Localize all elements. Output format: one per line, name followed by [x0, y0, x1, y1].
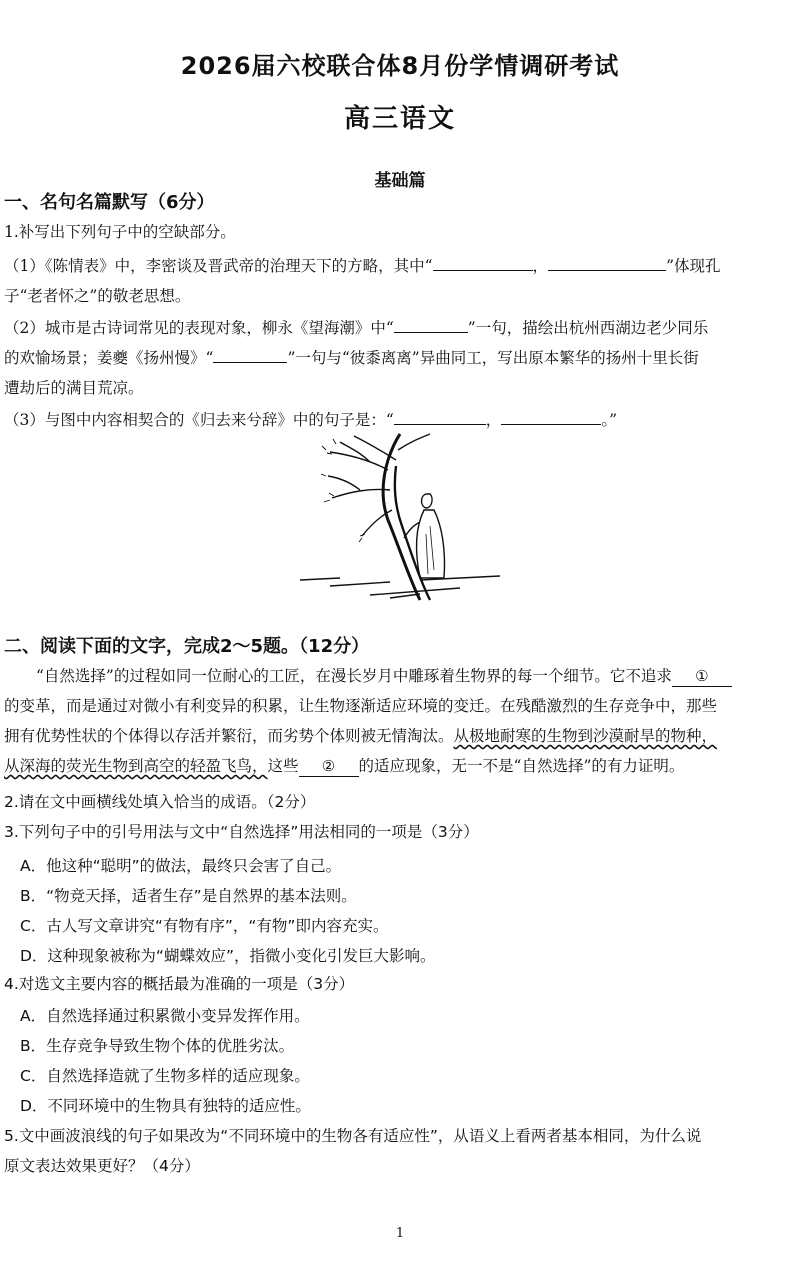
passage-text: 拥有优势性状的个体得以存活并繁衍，而劣势个体则被无情淘汰。: [4, 727, 454, 745]
q3-option-c[interactable]: C．古人写文章讲究“有物有序”，“有物”即内容充实。: [20, 917, 389, 935]
question2-line1: [4, 318, 708, 338]
answer-blank[interactable]: [501, 410, 601, 425]
ground-line: [300, 576, 500, 598]
part1-intro: 1.补写出下列句子中的空缺部分。: [4, 223, 236, 241]
answer-blank[interactable]: [394, 410, 486, 425]
figure-robe: [417, 510, 445, 578]
question2-line2: [4, 348, 699, 368]
passage-line2: 的变革，而是通过对微小有利变异的积累，让生物逐渐适应环境的变迁。在残酷激烈的生存竞争中，那些: [4, 697, 718, 715]
tree-trunk: [383, 434, 420, 600]
subject-title: 高三语文: [343, 104, 456, 134]
wavy-underlined-sentence: 从深海的荧光生物到高空的轻盈飞鸟，: [4, 757, 268, 775]
passage-text: 的适应现象，无一不是“自然选择”的有力证明。: [358, 757, 685, 775]
passage-line3: [4, 726, 717, 746]
tree-figure-illustration: [270, 430, 510, 610]
q3-option-b[interactable]: B．“物竞天择，适者生存”是自然界的基本法则。: [20, 887, 357, 905]
figure-head: [422, 494, 433, 508]
question-4: 4.对选文主要内容的概括最为准确的一项是（3分）: [4, 975, 355, 993]
q3-text-c: 。”: [601, 411, 617, 429]
part2-heading: 二、阅读下面的文字，完成2～5题。（12分）: [4, 636, 370, 657]
question3-line: [4, 410, 617, 430]
passage-text: “自然选择”的过程如同一位耐心的工匠，在漫长岁月中雕琢着生物界的每一个细节。它不追求: [36, 667, 672, 685]
q2-text-b: ”一句，描绘出杭州西湖边老少同乐: [467, 319, 709, 337]
q4-option-d[interactable]: D．不同环境中的生物具有独特的适应性。: [20, 1097, 311, 1115]
blank-2[interactable]: ②: [299, 756, 359, 777]
question-2: 2.请在文中画横线处填入恰当的成语。（2分）: [4, 793, 316, 811]
exam-title: 2026届六校联合体8月份学情调研考试: [180, 52, 620, 80]
passage-text: 这些: [267, 757, 299, 775]
question1-line1: [4, 256, 721, 276]
wavy-underlined-sentence: 从极地耐寒的生物到沙漠耐旱的物种，: [453, 727, 718, 745]
part1-heading: 一、名句名篇默写（6分）: [4, 192, 215, 213]
q1-text-c: ”体现孔: [666, 257, 721, 275]
q4-option-b[interactable]: B．生存竞争导致生物个体的优胜劣汰。: [20, 1037, 295, 1055]
answer-blank[interactable]: [433, 256, 533, 271]
question-5-line1: 5.文中画波浪线的句子如果改为“不同环境中的生物各有适应性”，从语义上看两者基本相同，为什么说: [4, 1127, 702, 1145]
answer-blank[interactable]: [548, 256, 666, 271]
q4-option-c[interactable]: C．自然选择造就了生物多样的适应现象。: [20, 1067, 310, 1085]
q1-text-a: （1）《陈情表》中，李密谈及晋武帝的治理天下的方略，其中“: [4, 257, 433, 275]
q1-text-b: ，: [532, 257, 549, 275]
question2-line3: 遭劫后的满目荒凉。: [4, 379, 144, 397]
question-5-line2: 原文表达效果更好？（4分）: [4, 1157, 200, 1175]
question-3: 3.下列句子中的引号用法与文中“自然选择”用法相同的一项是（3分）: [4, 823, 479, 841]
answer-blank[interactable]: [213, 348, 287, 363]
q4-option-a[interactable]: A．自然选择通过积累微小变异发挥作用。: [20, 1007, 310, 1025]
q3-text-b: ，: [485, 411, 502, 429]
q3-text-a: （3）与图中内容相契合的《归去来兮辞》中的句子是：“: [4, 411, 394, 429]
question1-line2: 子“老者怀之”的敬老思想。: [4, 287, 191, 305]
page-number: 1: [395, 1226, 405, 1241]
passage-line1: [36, 666, 732, 687]
answer-blank[interactable]: [394, 318, 468, 333]
robe-fold: [426, 526, 434, 574]
passage-line4: [4, 756, 684, 777]
q3-option-d[interactable]: D．这种现象被称为“蝴蝶效应”，指微小变化引发巨大影响。: [20, 947, 436, 965]
q2-text-a: （2）城市是古诗词常见的表现对象，柳永《望海潮》中“: [4, 319, 394, 337]
section-title: 基础篇: [374, 171, 426, 191]
q2-text-d: ”一句与“彼黍离离”异曲同工，写出原本繁华的扬州十里长街: [287, 349, 699, 367]
q3-option-a[interactable]: A．他这种“聪明”的做法，最终只会害了自己。: [20, 857, 342, 875]
blank-1[interactable]: ①: [672, 666, 732, 687]
q2-text-c: 的欢愉场景；姜夔《扬州慢》“: [4, 349, 214, 367]
tree-branch: [328, 442, 392, 536]
